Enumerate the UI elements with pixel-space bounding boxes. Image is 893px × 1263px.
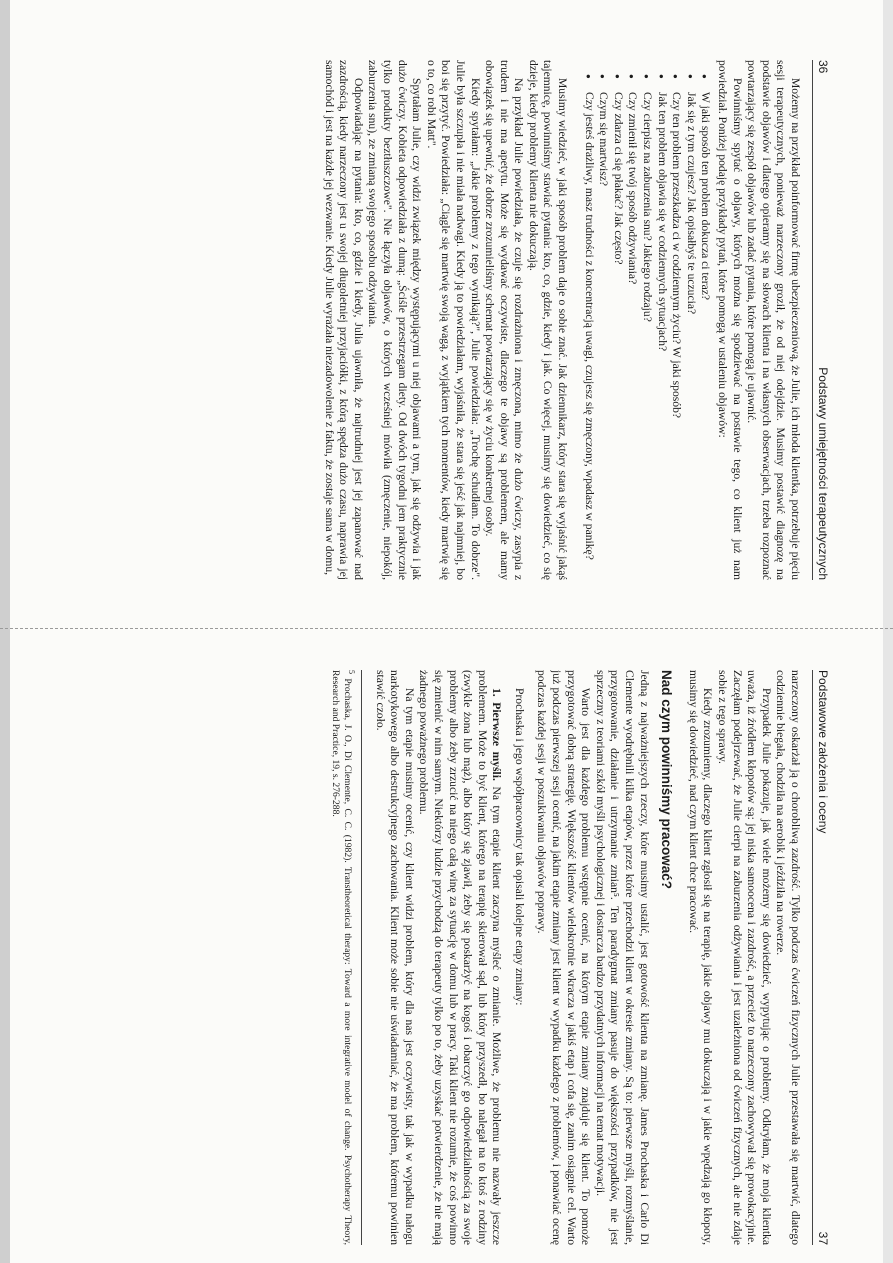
paragraph: Jedną z najważniejszych rzeczy, które musimy ustalić, jest gotowość klienta na zmianę. James Prochaska i Carlo Di Clemente wyodrębnili kilka etapów, przez które przechodzi klient w okresie zmiany. Są to: pierwsze myśli, rozmyślanie, przygotowanie, działanie i utrzymanie zmian⁵. Ten paradygmat zmiany pasuje do większości przypadków, nie jest sprzeczny z teoriami szkół myśli psychologicznej i dostarcza bardzo przydatnych informacji na temat motywacji. bbox=[593, 670, 651, 1245]
page-number: 36 bbox=[816, 60, 830, 74]
list-item: ● Jak ten problem objawia się w codziennych sytuacjach? bbox=[654, 80, 669, 580]
list-item: ● Czy zdarza ci się płakać? Jak często? bbox=[610, 80, 625, 580]
page-36 bbox=[60, 60, 830, 580]
list-item: ● W jaki sposób ten problem dokucza ci teraz? bbox=[698, 80, 713, 580]
paragraph: Kiedy spytałam: „Jakie problemy z tego wynikają?", Julie powiedziała: „Trochę schudłam. To dobrze". Julie była szczupła i nie miała nadwagi. Kiedy ją to powiedziałam, wyjaśniła, że stara się jeść jak najmniej, bo boi się przytyć. Powiedziała: „Ciągle się martwię swoją wagą, z wyjątkiem tych momentów, kiedy martwię się o to, co robi Matt". bbox=[424, 60, 482, 580]
paragraph: Możemy na przykład poinformować firmę ubezpieczeniową, że Julie, ich młoda klientka, potrzebuje pięciu sesji terapeutycznych, ponieważ narzeczony groził, że od niej odejdzie. Musimy postawić diagnozę na podstawie objawów i dlatego opieramy się na słowach klienta i na własnych obserwacjach, trzeba rozpoznać powtarzający się zespół objawów lub zadać pytania, które pomogą je ujawnić. bbox=[745, 60, 802, 580]
page-37 bbox=[60, 670, 830, 1245]
footnote-text: Prochaska, J. O., Di Clemente, C. C. (1982). Transtheoretical therapy: Toward a more integrative model of change. Psychotherapy Theory, Research and Practice, 19, s. 276-288. bbox=[329, 670, 353, 1245]
paragraph: Prochaska i jego współpracownicy tak opisali kolejne etapy zmiany: bbox=[512, 688, 526, 1006]
paragraph: Kiedy zrozumiemy, dlaczego klient zgłosił się na terapię, jakie objawy mu dokuczają i w jakie wpędzają go kłopoty, musimy się dowiedzieć, nad czym klient chce pracować. bbox=[686, 670, 715, 1245]
page-body bbox=[329, 670, 802, 1245]
question-list bbox=[581, 60, 712, 580]
paragraph: Na przykład Julie powiedziała, że czuje się rozdrażniona i zmęczona, mimo że dużo ćwiczy, zasypia z trudem i nie ma apetytu. Może się wydawać oczywiste, dlaczego te objawy są problemem, ale mamy obowiązek się upewnić, że dobrze zrozumieliśmy schemat powtarzający się w życiu konkretnej osoby. bbox=[483, 60, 526, 580]
page-header bbox=[812, 670, 830, 1245]
paragraph: Spytałam Julie, czy widzi związek między występującymi u niej objawami a tym, jak się odżywia i jak dużo ćwiczy. Kobieta odpowiedziała z dumą: „Ściśle przestrzegam diety. Od dwóch tygodni jem praktycznie tylko produkty beztłuszczowe". Nie łączyła objawów, o których wcześniej mówiła (zmęczenie, niepokój, zaburzenia snu), ze zmianą swojego sposobu odżywiania. bbox=[366, 60, 424, 580]
list-item: ● Czy ten problem przeszkadza ci w codziennym życiu? W jaki sposób? bbox=[669, 80, 684, 580]
page-body bbox=[321, 60, 802, 580]
paragraph: Odpowiadając na pytania: kto, co, gdzie i kiedy, Julia ujawniła, że najtrudniej jest jej zapanować nad zazdrością, kiedy narzeczony jest u swojej długoletniej przyjaciółki, z którą spędza dużo czasu, naprawia jej samochód i jest na każde jej wezwanie. Kiedy Julie wyrażała niezadowolenie z faktu, że zostaje sama w domu, bbox=[322, 60, 365, 580]
page-number: 37 bbox=[816, 1231, 830, 1245]
list-item: ● Czym się martwisz? bbox=[596, 80, 611, 580]
list-item: ● Czy zmienił się twój sposób odżywiania? bbox=[625, 80, 640, 580]
paragraph: Powinniśmy spytać o objawy, których można się spodziewać na postawie tego, co klient już nam powiedział. Poniżej podaję przykłady pytań, które pomogą w ustaleniu objawów: bbox=[716, 60, 744, 580]
stage-title: 1. Pierwsze myśli. bbox=[490, 688, 504, 781]
stage-paragraph bbox=[416, 670, 504, 1245]
running-header: Podstawowe założenia i oceny bbox=[816, 670, 830, 834]
footnote bbox=[329, 670, 362, 1245]
list-item: ● Czy cierpisz na zaburzenia snu? Jakiego rodzaju? bbox=[639, 80, 654, 580]
scan-edge-right bbox=[883, 0, 893, 1263]
running-header: Podstawy umiejętności terapeutycznych bbox=[816, 367, 830, 580]
paragraph: narzeczony oskarżał ją o chorobliwą zazdrość. Tylko podczas ćwiczeń fizycznych Julie przestawała się martwić, dlatego codziennie biegała, chodziła na aerobik i jeździła na rowerze. bbox=[774, 670, 802, 1245]
list-item: ● Czy jesteś drażliwy, masz trudności z koncentracją uwagi, czujesz się zmęczony, wpadasz w panikę? bbox=[581, 80, 596, 580]
section-heading: Nad czym powinniśmy pracować? bbox=[659, 670, 675, 890]
scan-edge-left bbox=[0, 0, 10, 1263]
list-item: ● Jak się z tym czujesz? Jak opisałbyś te uczucia? bbox=[683, 80, 698, 580]
paragraph: Przypadek Julie pokazuje, jak wiele możemy się dowiedzieć, wypytując o problemy. Odkryłam, że moja klientka uważa, iż źródłem kłopotów są: jej niska samoocena i zazdrość, a przecież to narzeczony zachowywał się prowokacyjnie. Zaczęłam podejrzewać, że Julie cierpi na zaburzenia odżywiania i jest uzależniona od ćwiczeń fizycznych, ale nie zdaje sobie z tego sprawy. bbox=[716, 670, 773, 1245]
stage-text: Na tym etapie klient zaczyna myśleć o zmianie. Możliwe, że problemu nie nazwały jeszcze problemem. Może to być klient, którego na terapię skierował sąd, lub który przyszedł, bo nalegał na to ktoś z rodziny (zwykle żona lub mąż), albo który się zjawił, żeby się poskarżyć na kogoś i obarczyć go odpowiedzialnością za swoje problemy albo żeby zrzucić na niego całą winę za sytuację w domu lub w pracy. Taki klient nie rozumie, że coś powinno się zmienić w nim samym. Niektórzy ludzie przychodzą do terapeuty tylko po to, żeby uzyskać potwierdzenie, że nie mają żadnego poważnego problemu. bbox=[417, 670, 504, 1245]
page-header bbox=[812, 60, 830, 580]
footnote-number: 5 bbox=[346, 670, 356, 674]
paragraph: Warto jest dla każdego problemu wstępnie ocenić, na którym etapie zmiany znajduje się klient. To pomoże przygotować dobrą strategię. Większość klientów wielokrotnie wkracza w jakiś etap i cofa się, zanim osiągnie cel. Warto już podczas pierwszej sesji ocenić, na jakim etapie zmiany jest klient w wypadku każdego z problemów, i ponawiać ocenę podczas każdej sesji w poszukiwaniu objawów poprawy. bbox=[535, 670, 593, 1245]
paragraph: Musimy wiedzieć, w jaki sposób problem daje o sobie znać. Jak dziennikarz, który stara się wyjaśnić jakąś tajemnicę, powinniśmy stawiać pytania: kto, co, gdzie, kiedy i jak. Co więcej, musimy się dowiedzieć, co się dzieje, kiedy problemy klienta nie dokuczają. bbox=[526, 60, 570, 580]
page-fold-line bbox=[0, 628, 893, 629]
paragraph: Na tym etapie musimy ocenić, czy klient widzi problem, który dla nas jest oczywisty, tak jak w wypadku nałogu narkotykowego albo destrukcyjnego zachowania. Klient może sobie nie uświadamiać, że ma problem, któremu powinien stawić czoło. bbox=[373, 670, 416, 1245]
